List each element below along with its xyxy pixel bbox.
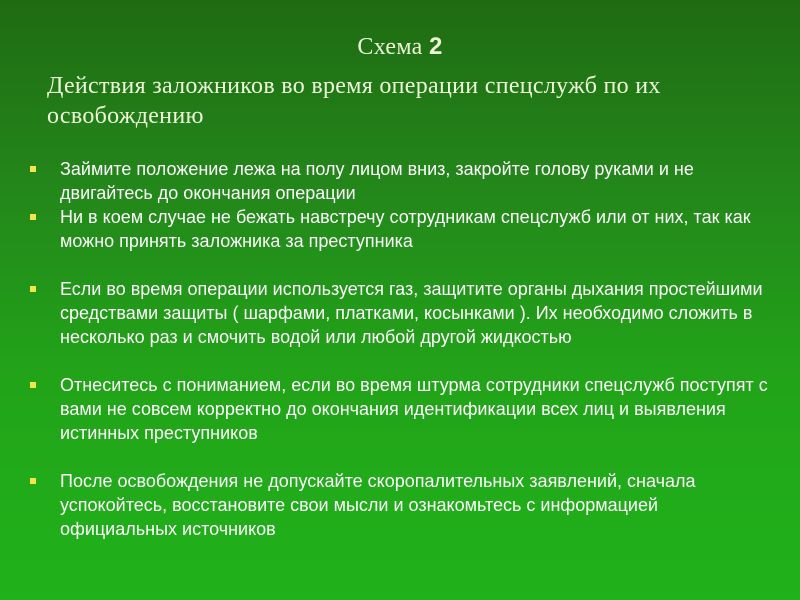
list-item [30,205,775,253]
list-item [30,469,775,541]
slide-subtitle: Действия заложников во время операции спецслужб по их освобождению [47,73,661,129]
list-item-text: Займите положение лежа на полу лицом вниз, закройте голову руками и не двигайтесь до окончания операции [60,159,694,203]
spacer [30,445,775,469]
bullet-list [30,157,775,541]
list-item-text: После освобождения не допускайте скоропалительных заявлений, сначала успокойтесь, восстановите свои мысли и ознакомьтесь с информацией официальных источников [60,471,696,539]
list-item [30,157,775,205]
spacer [30,253,775,277]
bullet-icon [30,478,36,484]
spacer [30,349,775,373]
bullet-icon [30,214,36,220]
slide-title [0,32,800,129]
bullet-icon [30,166,36,172]
list-item [30,373,775,445]
bullet-icon [30,286,36,292]
list-item-text: Ни в коем случае не бежать навстречу сотрудникам спецслужб или от них, так как можно принять заложника за преступника [60,207,751,251]
list-item [30,277,775,349]
scheme-number: 2 [428,33,443,60]
scheme-heading [0,32,800,62]
scheme-word: Схема [357,34,429,60]
list-item-text: Отнеситесь с пониманием, если во время штурма сотрудники спецслужб поступят с вами не совсем корректно до окончания идентификации всех лиц и выявления истинных преступников [60,375,768,443]
list-item-text: Если во время операции используется газ, защитите органы дыхания простейшими средствами защиты ( шарфами, платками, косынками ). Их необходимо сложить в несколько раз и смочить водой или любой другой жидкостью [60,279,763,347]
bullet-icon [30,382,36,388]
